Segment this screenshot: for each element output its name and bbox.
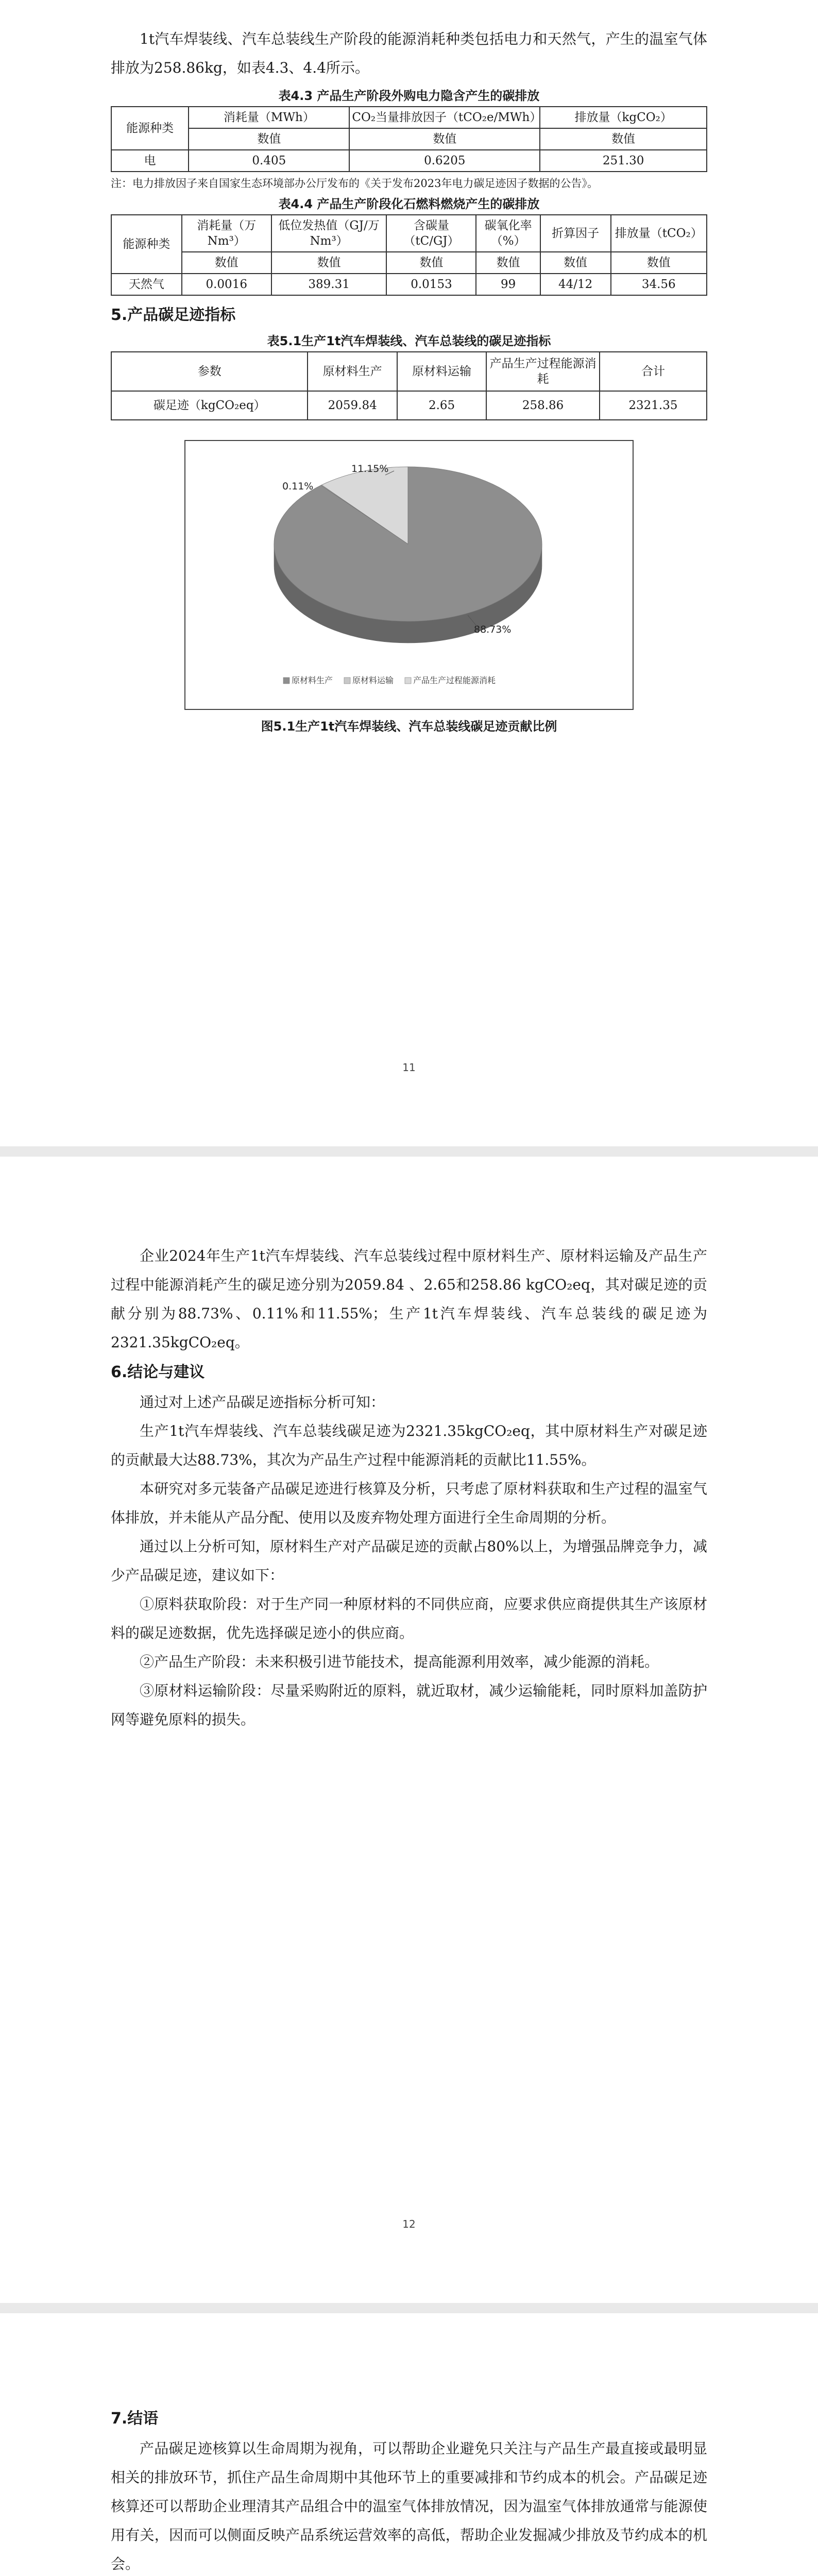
table-4-4-sub-3: 数值 bbox=[476, 252, 540, 274]
conclusion-paragraph: 通过对上述产品碳足迹指标分析可知： bbox=[140, 1394, 385, 1411]
legend-swatch bbox=[405, 677, 411, 684]
section-6-heading: 6.结论与建议 bbox=[111, 1363, 205, 1381]
figure-5-1-caption: 图5.1生产1t汽车焊装线、汽车总装线碳足迹贡献比例 bbox=[261, 719, 557, 734]
table-5-1-caption: 表5.1生产1t汽车焊装线、汽车总装线的碳足迹指标 bbox=[267, 334, 551, 348]
legend-label: 原材料运输 bbox=[352, 675, 394, 685]
table-4-3-caption: 表4.3 产品生产阶段外购电力隐含产生的碳排放 bbox=[278, 89, 540, 103]
table-4-4-caption: 表4.4 产品生产阶段化石燃料燃烧产生的碳排放 bbox=[278, 197, 540, 211]
legend-swatch bbox=[344, 677, 350, 684]
table-cell: 2.65 bbox=[397, 391, 486, 420]
legend-swatch bbox=[283, 677, 289, 684]
pie-chart bbox=[185, 441, 630, 707]
table-4-4-head-1: 消耗量（万Nm³） bbox=[182, 215, 271, 252]
legend-label: 原材料生产 bbox=[292, 675, 333, 685]
table-cell: 2321.35 bbox=[600, 391, 707, 420]
pie-value-label: 0.11% bbox=[282, 481, 314, 492]
table-cell: 389.31 bbox=[271, 274, 387, 295]
table-5-1 bbox=[111, 351, 707, 420]
summary-paragraph: 企业2024年生产1t汽车焊装线、汽车总装线过程中原材料生产、原材料运输及产品生产过程中能源消耗产生的碳足迹分别为2059.84 、2.65和258.86 kgCO₂eq，其对碳足迹的贡献分别为88.73%、0.11%和11.55%；生产1t汽车焊装线、汽车总装线的碳足迹为2321.35kgCO₂eq。 bbox=[111, 1247, 707, 1351]
table-4-3-head-0: 能源种类 bbox=[111, 107, 189, 150]
table-row bbox=[111, 391, 707, 420]
pie-value-label: 11.15% bbox=[351, 463, 389, 474]
table-4-3-sub-2: 数值 bbox=[540, 128, 707, 150]
table-4-4-head-2: 低位发热值（GJ/万Nm³） bbox=[271, 215, 387, 252]
pie-chart-figure bbox=[184, 440, 634, 710]
table-cell: 99 bbox=[476, 274, 540, 295]
table-4-3-head-3: 排放量（kgCO₂） bbox=[540, 107, 707, 128]
table-4-3-sub-0: 数值 bbox=[189, 128, 349, 150]
table-4-4-head-6: 排放量（tCO₂） bbox=[611, 215, 707, 252]
table-4-4 bbox=[111, 214, 707, 296]
page-11 bbox=[0, 0, 818, 1146]
table-cell: 天然气 bbox=[111, 274, 182, 295]
table-4-4-head-5: 折算因子 bbox=[540, 215, 611, 252]
conclusion-paragraph: 本研究对多元装备产品碳足迹进行核算及分析，只考虑了原材料获取和生产过程的温室气体排放，并未能从产品分配、使用以及废弃物处理方面进行全生命周期的分析。 bbox=[111, 1480, 707, 1526]
table-cell: 0.6205 bbox=[349, 150, 540, 172]
table-cell: 2059.84 bbox=[308, 391, 397, 420]
page-number: 12 bbox=[402, 2218, 416, 2230]
table-4-4-sub-5: 数值 bbox=[611, 252, 707, 274]
closing-paragraph: 产品碳足迹核算以生命周期为视角，可以帮助企业避免只关注与产品生产最直接或最明显相关的排放环节，抓住产品生命周期中其他环节上的重要减排和节约成本的机会。产品碳足迹核算还可以帮助企业理清其产品组合中的温室气体排放情况，因为温室气体排放通常与能源使用有关，因而可以侧面反映产品系统运营效率的高低，帮助企业发掘减少排放及节约成本的机会。 bbox=[111, 2440, 707, 2572]
table-cell: 258.86 bbox=[486, 391, 600, 420]
table-cell: 44/12 bbox=[540, 274, 611, 295]
table-4-4-sub-2: 数值 bbox=[386, 252, 476, 274]
table-5-1-head-2: 原材料运输 bbox=[397, 352, 486, 391]
table-4-3-sub-1: 数值 bbox=[349, 128, 540, 150]
table-cell: 0.0153 bbox=[386, 274, 476, 295]
page-13 bbox=[0, 2313, 818, 2576]
table-5-1-head-3: 产品生产过程能源消耗 bbox=[486, 352, 600, 391]
table-cell: 碳足迹（kgCO₂eq） bbox=[111, 391, 308, 420]
conclusion-paragraph: 通过以上分析可知，原材料生产对产品碳足迹的贡献占80%以上，为增强品牌竞争力，减少产品碳足迹，建议如下： bbox=[111, 1538, 707, 1584]
table-4-4-head-4: 碳氧化率（%） bbox=[476, 215, 540, 252]
intro-paragraph: 1t汽车焊装线、汽车总装线生产阶段的能源消耗种类包括电力和天然气，产生的温室气体排放为258.86kg，如表4.3、4.4所示。 bbox=[111, 30, 707, 76]
table-4-4-sub-0: 数值 bbox=[182, 252, 271, 274]
table-4-3-head-1: 消耗量（MWh） bbox=[189, 107, 349, 128]
page-12-content bbox=[111, 1242, 707, 1734]
table-row bbox=[111, 150, 707, 172]
table-cell: 251.30 bbox=[540, 150, 707, 172]
table-4-4-head-0: 能源种类 bbox=[111, 215, 182, 274]
section-5-heading: 5.产品碳足迹指标 bbox=[111, 306, 236, 324]
table-cell: 34.56 bbox=[611, 274, 707, 295]
page-number: 11 bbox=[402, 1061, 416, 1074]
table-4-4-sub-4: 数值 bbox=[540, 252, 611, 274]
table-cell: 0.0016 bbox=[182, 274, 271, 295]
table-4-3-note: 注：电力排放因子来自国家生态环境部办公厅发布的《关于发布2023年电力碳足迹因子数据的公告》。 bbox=[111, 177, 598, 190]
page-11-content bbox=[111, 25, 707, 737]
table-cell: 0.405 bbox=[189, 150, 349, 172]
suggestion-item: ①原料获取阶段：对于生产同一种原材料的不同供应商，应要求供应商提供其生产该原材料的碳足迹数据，优先选择碳足迹小的供应商。 bbox=[111, 1596, 707, 1641]
table-4-4-sub-1: 数值 bbox=[271, 252, 387, 274]
suggestion-item: ③原材料运输阶段：尽量采购附近的原料，就近取材，减少运输能耗，同时原料加盖防护网等避免原料的损失。 bbox=[111, 1682, 707, 1728]
page-13-content bbox=[111, 2403, 707, 2576]
conclusion-paragraph: 生产1t汽车焊装线、汽车总装线碳足迹为2321.35kgCO₂eq，其中原材料生产对碳足迹的贡献最大达88.73%，其次为产品生产过程中能源消耗的贡献比11.55%。 bbox=[111, 1422, 707, 1468]
table-row bbox=[111, 274, 707, 295]
page-12 bbox=[0, 1157, 818, 2303]
suggestion-item: ②产品生产阶段：未来积极引进节能技术，提高能源利用效率，减少能源的消耗。 bbox=[140, 1653, 659, 1670]
section-7-heading: 7.结语 bbox=[111, 2410, 159, 2428]
table-4-4-head-3: 含碳量（tC/GJ） bbox=[386, 215, 476, 252]
pie-value-label: 88.73% bbox=[474, 624, 512, 635]
table-5-1-head-1: 原材料生产 bbox=[308, 352, 397, 391]
table-4-3 bbox=[111, 106, 707, 172]
table-5-1-head-0: 参数 bbox=[111, 352, 308, 391]
pie-slice-原材料生产 bbox=[274, 467, 542, 621]
table-5-1-head-4: 合计 bbox=[600, 352, 707, 391]
legend-label: 产品生产过程能源消耗 bbox=[413, 675, 496, 685]
table-cell: 电 bbox=[111, 150, 189, 172]
table-4-3-head-2: CO₂当量排放因子（tCO₂e/MWh） bbox=[349, 107, 540, 128]
